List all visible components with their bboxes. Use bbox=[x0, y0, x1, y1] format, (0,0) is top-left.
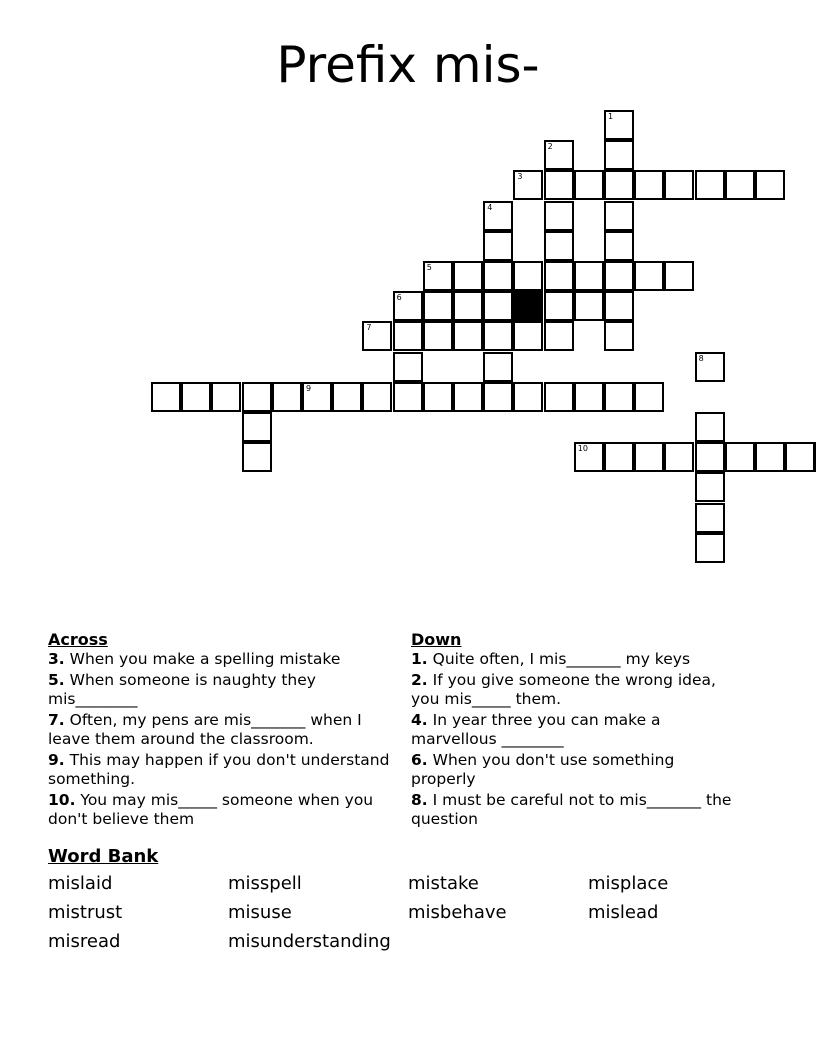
down-clue-8 bbox=[411, 791, 741, 829]
grid-cell[interactable] bbox=[362, 382, 392, 412]
clue-number: 9. bbox=[48, 751, 65, 769]
page-title: Prefix mis- bbox=[276, 36, 540, 94]
grid-cell[interactable] bbox=[604, 201, 634, 231]
word-bank-item: mislead bbox=[588, 902, 659, 923]
grid-cell[interactable] bbox=[604, 231, 634, 261]
grid-cell[interactable] bbox=[574, 382, 604, 412]
grid-cell[interactable] bbox=[211, 382, 241, 412]
grid-cell[interactable] bbox=[393, 321, 423, 351]
clue-text: When you make a spelling mistake bbox=[69, 650, 341, 668]
clue-number: 2. bbox=[411, 671, 428, 689]
grid-cell[interactable] bbox=[483, 382, 513, 412]
grid-cell[interactable] bbox=[453, 261, 483, 291]
word-bank-item: misuse bbox=[228, 902, 292, 923]
grid-cell[interactable] bbox=[725, 170, 755, 200]
word-bank-item: misunderstanding bbox=[228, 931, 391, 952]
grid-cell[interactable] bbox=[242, 412, 272, 442]
grid-cell[interactable] bbox=[574, 170, 604, 200]
grid-cell[interactable] bbox=[604, 110, 634, 140]
grid-cell[interactable] bbox=[544, 321, 574, 351]
grid-cell[interactable] bbox=[483, 201, 513, 231]
clue-text: This may happen if you don't understand something. bbox=[48, 751, 390, 788]
clue-text: When someone is naughty they mis________ bbox=[48, 671, 316, 708]
clue-number: 7. bbox=[48, 711, 65, 729]
grid-cell[interactable] bbox=[513, 321, 543, 351]
clue-number-label: 1 bbox=[608, 112, 614, 121]
grid-cell[interactable] bbox=[695, 472, 725, 502]
grid-cell[interactable] bbox=[695, 533, 725, 563]
grid-cell[interactable] bbox=[544, 261, 574, 291]
word-bank-item: mislaid bbox=[48, 873, 113, 894]
grid-cell[interactable] bbox=[725, 442, 755, 472]
clue-number-label: 3 bbox=[517, 172, 523, 182]
grid-cell[interactable] bbox=[574, 442, 604, 472]
clue-number-label: 7 bbox=[366, 323, 372, 333]
clue-number-label: 2 bbox=[547, 142, 553, 152]
grid-cell[interactable] bbox=[604, 321, 634, 351]
grid-cell[interactable] bbox=[695, 412, 725, 442]
word-bank-item: misspell bbox=[228, 873, 302, 894]
grid-cell[interactable] bbox=[664, 170, 694, 200]
clue-text: I must be careful not to mis_______ the question bbox=[411, 791, 732, 828]
grid-cell[interactable] bbox=[483, 352, 513, 382]
clue-text: In year three you can make a marvellous ________ bbox=[411, 711, 661, 748]
clue-text: Often, my pens are mis_______ when I leave them around the classroom. bbox=[48, 711, 362, 748]
word-bank-item: misbehave bbox=[408, 902, 507, 923]
across-clue-10 bbox=[48, 791, 398, 829]
grid-cell[interactable] bbox=[544, 231, 574, 261]
grid-cell[interactable] bbox=[423, 321, 453, 351]
clue-number-label: 9 bbox=[306, 383, 312, 393]
clue-number-label: 5 bbox=[426, 263, 432, 272]
grid-cell[interactable] bbox=[483, 261, 513, 291]
grid-cell[interactable] bbox=[604, 291, 634, 321]
word-bank-item: misplace bbox=[588, 873, 669, 894]
grid-cell[interactable] bbox=[695, 352, 725, 382]
down-clue-4 bbox=[411, 711, 741, 749]
clue-number: 5. bbox=[48, 671, 65, 689]
clue-number-label: 4 bbox=[487, 202, 493, 212]
grid-cell[interactable] bbox=[755, 170, 785, 200]
grid-cell[interactable] bbox=[513, 261, 543, 291]
grid-cell[interactable] bbox=[604, 261, 634, 291]
clue-number-label: 6 bbox=[396, 293, 402, 303]
clue-number: 4. bbox=[411, 711, 428, 729]
grid-cell[interactable] bbox=[181, 382, 211, 412]
grid-cell[interactable] bbox=[755, 442, 785, 472]
grid-cell[interactable] bbox=[785, 442, 815, 472]
clue-text: You may mis_____ someone when you don't believe them bbox=[48, 791, 374, 828]
grid-cell[interactable] bbox=[423, 261, 453, 291]
grid-cell[interactable] bbox=[544, 291, 574, 321]
grid-cell[interactable] bbox=[453, 321, 483, 351]
grid-cell[interactable] bbox=[423, 291, 453, 321]
down-clue-2 bbox=[411, 671, 741, 709]
grid-cell[interactable] bbox=[544, 382, 574, 412]
clue-number-label: 8 bbox=[698, 353, 704, 363]
grid-cell[interactable] bbox=[332, 382, 362, 412]
grid-cell[interactable] bbox=[574, 291, 604, 321]
clue-text: When you don't use something properly bbox=[411, 751, 675, 788]
grid-cell[interactable] bbox=[151, 382, 181, 412]
grid-cell[interactable] bbox=[483, 231, 513, 261]
across-clue-9 bbox=[48, 751, 398, 789]
grid-cell[interactable] bbox=[242, 442, 272, 472]
grid-cell[interactable] bbox=[634, 442, 664, 472]
clue-number: 3. bbox=[48, 650, 65, 668]
grid-cell[interactable] bbox=[634, 382, 664, 412]
grid-cell[interactable] bbox=[453, 382, 483, 412]
across-clue-7 bbox=[48, 711, 398, 749]
grid-cell[interactable] bbox=[393, 352, 423, 382]
grid-cell[interactable] bbox=[393, 382, 423, 412]
down-heading: Down bbox=[411, 630, 462, 649]
across-heading: Across bbox=[48, 630, 108, 649]
grid-cell[interactable] bbox=[664, 442, 694, 472]
word-bank-item: mistrust bbox=[48, 902, 123, 923]
grid-cell[interactable] bbox=[362, 321, 392, 351]
word-bank-title: Word Bank bbox=[48, 846, 159, 867]
grid-block bbox=[513, 291, 543, 321]
clue-text: If you give someone the wrong idea, you mis_____ them. bbox=[411, 671, 716, 708]
grid-cell[interactable] bbox=[483, 321, 513, 351]
across-clue-5 bbox=[48, 671, 398, 709]
clue-number: 8. bbox=[411, 791, 428, 809]
grid-cell[interactable] bbox=[453, 291, 483, 321]
grid-cell[interactable] bbox=[513, 382, 543, 412]
word-bank-item: mistake bbox=[408, 873, 479, 894]
across-clues bbox=[48, 630, 398, 831]
grid-cell[interactable] bbox=[393, 291, 423, 321]
grid-cell[interactable] bbox=[574, 261, 604, 291]
grid-cell[interactable] bbox=[242, 382, 272, 412]
grid-cell[interactable] bbox=[634, 261, 664, 291]
grid-cell[interactable] bbox=[544, 201, 574, 231]
grid-cell[interactable] bbox=[604, 442, 634, 472]
grid-cell[interactable] bbox=[513, 170, 543, 200]
grid-cell[interactable] bbox=[634, 170, 664, 200]
word-bank-item: misread bbox=[48, 931, 121, 952]
grid-cell[interactable] bbox=[544, 140, 574, 170]
clue-number-label: 10 bbox=[577, 444, 588, 454]
across-clue-3 bbox=[48, 650, 398, 669]
grid-cell[interactable] bbox=[302, 382, 332, 412]
grid-cell[interactable] bbox=[695, 442, 725, 472]
grid-cell[interactable] bbox=[664, 261, 694, 291]
grid-cell[interactable] bbox=[272, 382, 302, 412]
grid-cell[interactable] bbox=[604, 382, 634, 412]
down-clue-6 bbox=[411, 751, 741, 789]
clue-number: 10. bbox=[48, 791, 76, 809]
grid-cell[interactable] bbox=[604, 140, 634, 170]
grid-cell[interactable] bbox=[423, 382, 453, 412]
grid-cell[interactable] bbox=[544, 170, 574, 200]
clue-text: Quite often, I mis_______ my keys bbox=[432, 650, 691, 668]
grid-cell[interactable] bbox=[604, 170, 634, 200]
down-clue-1 bbox=[411, 650, 741, 669]
down-clues bbox=[411, 630, 741, 831]
grid-cell[interactable] bbox=[483, 291, 513, 321]
clue-number: 6. bbox=[411, 751, 428, 769]
grid-cell[interactable] bbox=[695, 503, 725, 533]
grid-cell[interactable] bbox=[695, 170, 725, 200]
clue-number: 1. bbox=[411, 650, 428, 668]
